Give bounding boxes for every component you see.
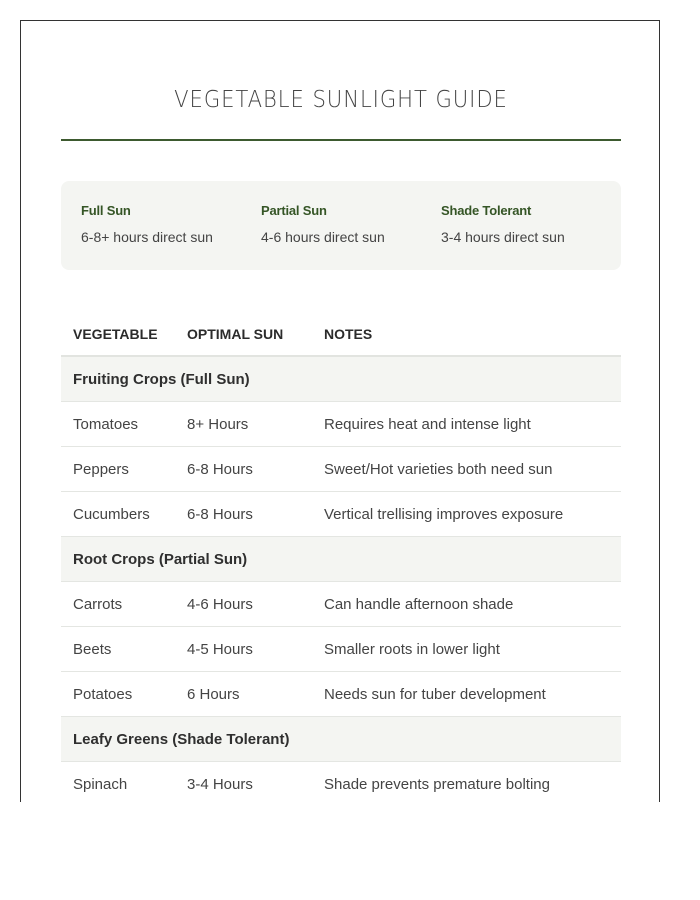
sun-cell: 8+ Hours — [175, 402, 312, 447]
table-row — [61, 762, 621, 803]
column-header-notes: NOTES — [312, 312, 621, 356]
sun-cell: 3-4 Hours — [175, 762, 312, 803]
vegetable-cell: Beets — [61, 627, 175, 672]
vegetable-cell: Spinach — [61, 762, 175, 803]
vegetable-cell: Potatoes — [61, 672, 175, 717]
category-row — [61, 537, 621, 582]
legend-item-full-sun — [81, 203, 213, 245]
vegetable-cell: Carrots — [61, 582, 175, 627]
sun-cell: 4-6 Hours — [175, 582, 312, 627]
legend-desc: 6-8+ hours direct sun — [81, 229, 213, 245]
legend-item-shade-tolerant — [441, 203, 565, 245]
column-header-optimal-sun: OPTIMAL SUN — [175, 312, 312, 356]
notes-cell: Needs sun for tuber development — [312, 672, 621, 717]
sunlight-table — [61, 312, 621, 802]
sun-cell: 6 Hours — [175, 672, 312, 717]
legend-name: Partial Sun — [261, 203, 327, 218]
notes-cell: Can handle afternoon shade — [312, 582, 621, 627]
table-row — [61, 402, 621, 447]
notes-cell: Vertical trellising improves exposure — [312, 492, 621, 537]
legend-name: Full Sun — [81, 203, 131, 218]
vegetable-cell: Peppers — [61, 447, 175, 492]
sun-cell: 6-8 Hours — [175, 447, 312, 492]
table-row — [61, 492, 621, 537]
category-row — [61, 717, 621, 762]
table-row — [61, 582, 621, 627]
table-row — [61, 627, 621, 672]
notes-cell: Sweet/Hot varieties both need sun — [312, 447, 621, 492]
sun-legend — [61, 181, 621, 270]
notes-cell: Smaller roots in lower light — [312, 627, 621, 672]
category-label: Leafy Greens (Shade Tolerant) — [61, 717, 621, 762]
vegetable-cell: Cucumbers — [61, 492, 175, 537]
legend-item-partial-sun — [261, 203, 385, 245]
title-divider — [61, 139, 621, 141]
table-header-row — [61, 312, 621, 356]
sun-cell: 4-5 Hours — [175, 627, 312, 672]
table-row — [61, 447, 621, 492]
legend-desc: 3-4 hours direct sun — [441, 229, 565, 245]
column-header-vegetable: VEGETABLE — [61, 312, 175, 356]
vegetable-cell: Tomatoes — [61, 402, 175, 447]
notes-cell: Shade prevents premature bolting — [312, 762, 621, 803]
page-title: VEGETABLE SUNLIGHT GUIDE — [174, 87, 508, 113]
table-row — [61, 672, 621, 717]
document-frame — [20, 20, 660, 802]
legend-name: Shade Tolerant — [441, 203, 532, 218]
notes-cell: Requires heat and intense light — [312, 402, 621, 447]
category-label: Root Crops (Partial Sun) — [61, 537, 621, 582]
legend-desc: 4-6 hours direct sun — [261, 229, 385, 245]
sun-cell: 6-8 Hours — [175, 492, 312, 537]
category-row — [61, 356, 621, 402]
category-label: Fruiting Crops (Full Sun) — [61, 356, 621, 402]
